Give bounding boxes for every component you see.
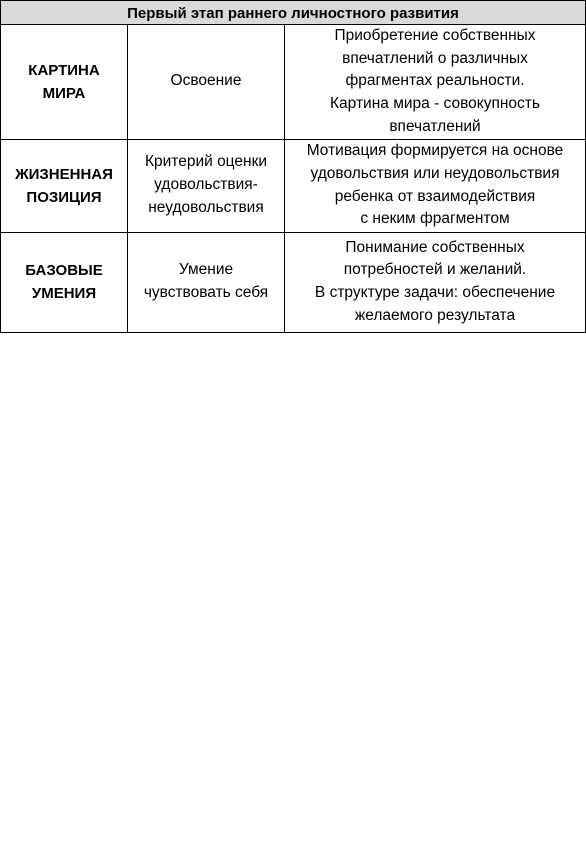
row-aspect [128,139,285,232]
row-label [1,25,128,140]
row-aspect [128,232,285,332]
row-label-line: УМЕНИЯ [31,285,97,303]
row-description [285,232,586,332]
row-label-line: КАРТИНА [28,61,100,79]
development-table [0,0,586,333]
row-description [285,139,586,232]
row-description-line: с неким фрагментом [360,210,510,228]
table-row [1,232,586,332]
row-label-line: ЖИЗНЕННАЯ [15,165,113,183]
row-aspect-line: неудовольствия [148,198,264,216]
row-label-line: МИРА [42,84,86,102]
row-aspect [128,25,285,140]
row-label-line: ПОЗИЦИЯ [26,188,102,206]
row-description-line: желаемого результата [354,306,516,324]
row-description-line: удовольствия или неудовольствия [310,164,560,182]
row-label-line: БАЗОВЫЕ [25,262,103,280]
table-title: Первый этап раннего личностного развития [1,1,586,25]
row-aspect-line: чувствовать себя [143,284,269,302]
row-description [285,25,586,140]
row-label [1,232,128,332]
row-description-line: фрагментах реальности. [345,72,525,90]
row-label [1,139,128,232]
row-description-line: Картина мира - совокупность [330,95,540,113]
row-description-line: впечатлений о различных [342,49,528,67]
table-row [1,25,586,140]
row-description-line: Мотивация формируется на основе [306,142,564,160]
row-description-line: ребенка от взаимодействия [334,187,536,205]
row-aspect-line: Освоение [170,72,242,90]
row-description-line: Приобретение собственных [334,27,536,44]
row-aspect-line: Критерий оценки [144,153,268,171]
row-aspect-line: удовольствия- [154,176,258,194]
row-description-line: впечатлений [389,117,481,135]
row-aspect-line: Умение [178,261,234,279]
row-description-line: В структуре задачи: обеспечение [314,284,556,302]
table-row [1,139,586,232]
table-title-row [1,1,586,25]
row-description-line: потребностей и желаний. [343,261,527,279]
row-description-line: Понимание собственных [345,238,525,256]
